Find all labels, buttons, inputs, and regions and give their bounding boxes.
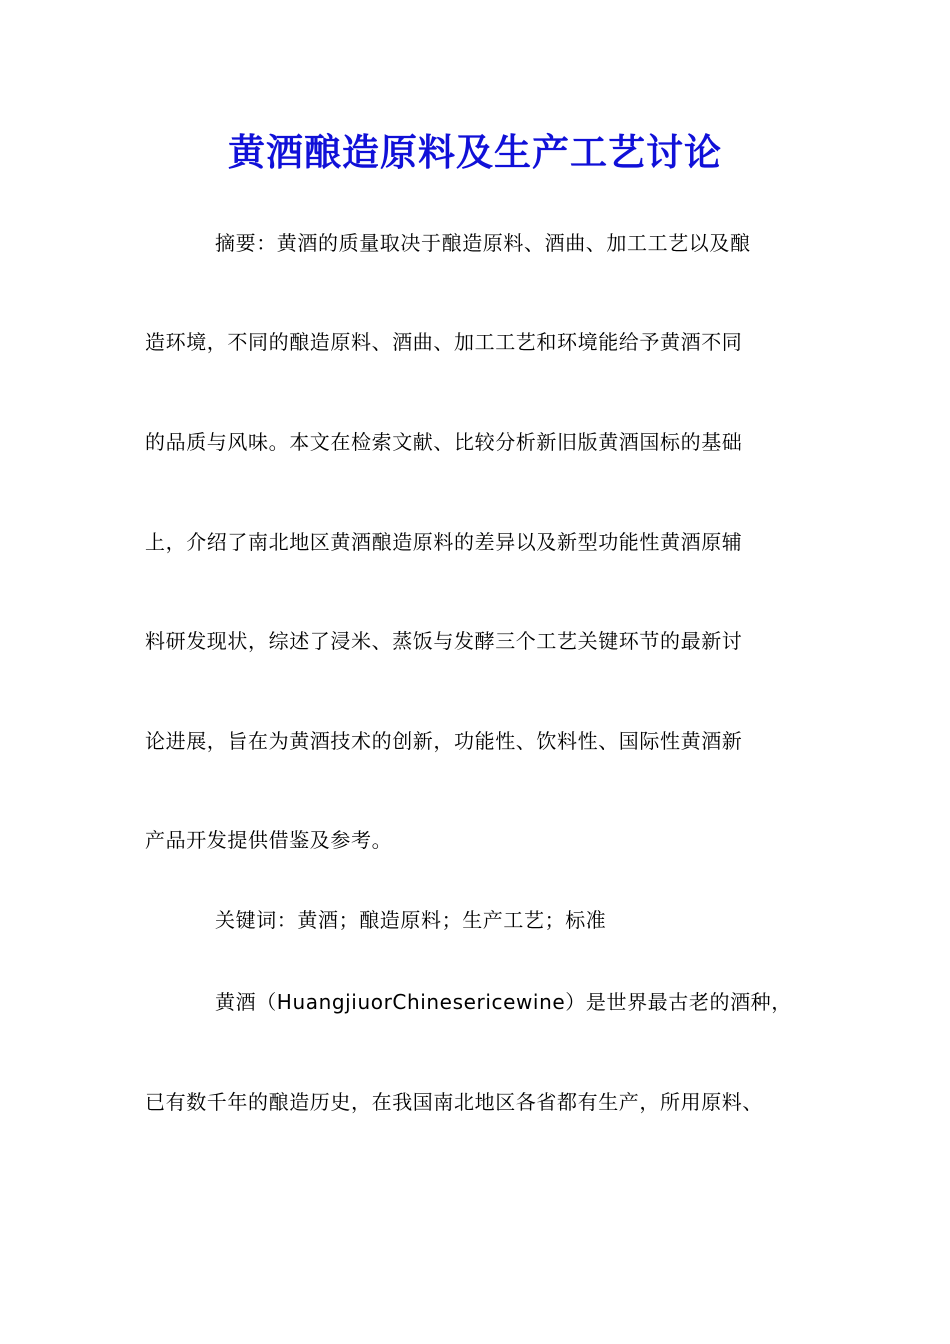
- abstract-line-7: 产品开发提供借鉴及参考。: [145, 828, 393, 852]
- abstract-line-6: 论进展，旨在为黄酒技术的创新，功能性、饮料性、国际性黄酒新: [145, 729, 743, 753]
- abstract-line-5: 料研发现状，综述了浸米、蒸饭与发酵三个工艺关键环节的最新讨: [145, 629, 743, 653]
- body-line-1: 黄酒（HuangjiuorChinesericewine）是世界最古老的酒种，: [215, 990, 792, 1014]
- body-line-2: 已有数千年的酿造历史，在我国南北地区各省都有生产，所用原料、: [145, 1090, 763, 1114]
- keywords-line: 关键词：黄酒；酿造原料；生产工艺；标准: [215, 908, 607, 932]
- abstract-line-2: 造环境，不同的酿造原料、酒曲、加工工艺和环境能给予黄酒不同: [145, 330, 743, 354]
- abstract-line-4: 上，介绍了南北地区黄酒酿造原料的差异以及新型功能性黄酒原辅: [145, 530, 743, 554]
- abstract-line-1: 摘要：黄酒的质量取决于酿造原料、酒曲、加工工艺以及酿: [215, 231, 751, 255]
- document-title: 黄酒酿造原料及生产工艺讨论: [228, 130, 722, 174]
- abstract-line-3: 的品质与风味。本文在检索文献、比较分析新旧版黄酒国标的基础: [145, 430, 743, 454]
